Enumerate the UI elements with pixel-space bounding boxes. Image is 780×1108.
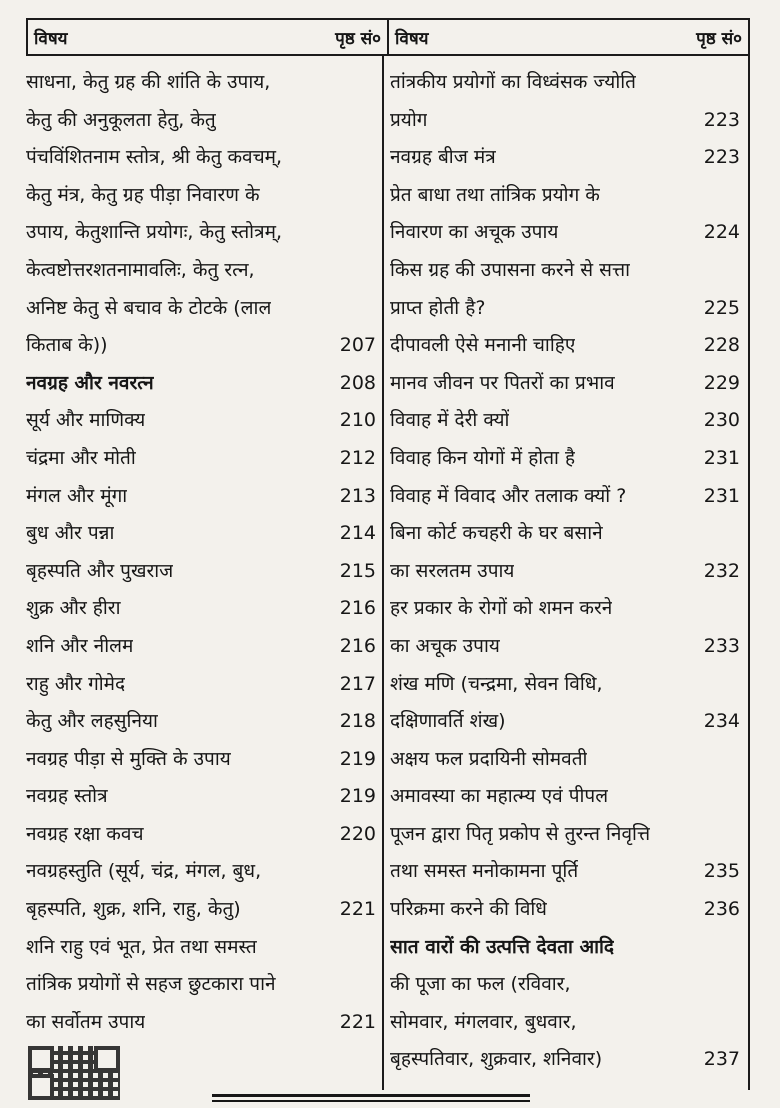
toc-entry-page: 213 [339,484,376,507]
toc-line [26,628,376,666]
toc-entry-page: 217 [339,672,376,695]
toc-entry-page: 224 [703,221,740,244]
toc-line [390,628,740,666]
toc-entry-text: उपाय, केतुशान्ति प्रयोगः, केतु स्तोत्रम्, [26,221,282,244]
toc-entry-text: तांत्रिक प्रयोगों से सहज छुटकारा पाने [26,973,276,996]
toc-entry-text: पूजन द्वारा पितृ प्रकोप से तुरन्त निवृत्ति [390,822,651,845]
toc-entry-text: का सरलतम उपाय [390,559,515,582]
toc-entry-text: सोमवार, मंगलवार, बुधवार, [390,1010,577,1033]
toc-entry-text: प्रेत बाधा तथा तांत्रिक प्रयोग के [390,183,600,206]
toc-entry-text: किस ग्रह की उपासना करने से सत्ता [390,258,630,281]
toc-line [26,816,376,854]
toc-entry-text: निवारण का अचूक उपाय [390,221,559,244]
toc-line [390,102,740,140]
toc-entry-page: 233 [703,634,740,657]
toc-header [26,18,748,56]
toc-entry-page: 235 [703,860,740,883]
toc-entry-page: 210 [339,409,376,432]
toc-line [390,1004,740,1042]
toc-entry-text: बृहस्पतिवार, शुक्रवार, शनिवार) [390,1048,603,1071]
toc-entry-text: बुध और पन्ना [26,522,115,545]
toc-entry-text: का अचूक उपाय [390,634,500,657]
toc-line [26,703,376,741]
toc-line [390,1041,740,1079]
toc-entry-page: 215 [339,559,376,582]
toc-entry-text: केतु और लहसुनिया [26,710,158,733]
toc-entry-text: प्राप्त होती है? [390,296,486,319]
toc-line [26,64,376,102]
toc-entry-page: 219 [339,785,376,808]
toc-line [26,327,376,365]
toc-entry-text: दक्षिणावर्ति शंख) [390,710,506,733]
toc-line [26,290,376,328]
toc-entry-page: 231 [703,446,740,469]
header-left-page: पृष्ठ सं० [335,28,381,49]
header-left [28,20,389,54]
toc-line [26,402,376,440]
toc-entry-page: 208 [339,371,376,394]
toc-entry-page: 219 [339,747,376,770]
toc-line [390,365,740,403]
toc-line [26,440,376,478]
toc-entry-page: 234 [703,710,740,733]
toc-line [390,590,740,628]
toc-line [26,1004,376,1042]
toc-line [26,478,376,516]
toc-entry-text: विवाह किन योगों में होता है [390,446,576,469]
toc-entry-text: नवग्रहस्तुति (सूर्य, चंद्र, मंगल, बुध, [26,860,262,883]
toc-entry-page: 223 [703,108,740,131]
toc-line [26,966,376,1004]
toc-line [390,666,740,704]
toc-entry-text: बृहस्पति और पुखराज [26,559,174,582]
toc-line [26,515,376,553]
toc-line [390,214,740,252]
toc-line [26,177,376,215]
toc-entry-text: अनिष्ट केतु से बचाव के टोटके (लाल [26,296,272,319]
toc-entry-page: 216 [339,634,376,657]
toc-entry-text: नवग्रह पीड़ा से मुक्ति के उपाय [26,747,231,770]
toc-entry-text: शनि और नीलम [26,634,134,657]
toc-line [26,853,376,891]
toc-entry-text: किताब के)) [26,334,108,357]
toc-line [390,553,740,591]
header-left-subject: विषय [34,28,68,49]
toc-line [390,515,740,553]
toc-line [26,553,376,591]
toc-line [390,290,740,328]
footer-rule-thin [212,1100,530,1102]
toc-line [26,252,376,290]
toc-line [390,177,740,215]
toc-entry-text: बिना कोर्ट कचहरी के घर बसाने [390,522,603,545]
toc-entry-page: 218 [339,710,376,733]
toc-entry-text: राहु और गोमेद [26,672,126,695]
toc-entry-page: 216 [339,597,376,620]
toc-entry-page: 230 [703,409,740,432]
toc-line [390,816,740,854]
table-of-contents [26,18,750,1090]
header-right-page: पृष्ठ सं० [696,28,742,49]
right-column [384,56,748,1090]
toc-entry-text: तांत्रकीय प्रयोगों का विध्वंसक ज्योति [390,71,637,93]
toc-entry-text: सात वारों की उत्पत्ति देवता आदि [390,935,615,958]
footer-rule [212,1094,530,1097]
toc-entry-text: विवाह में विवाद और तलाक क्यों ? [390,484,627,507]
toc-entry-text: केतु की अनुकूलता हेतु, केतु [26,108,216,131]
toc-entry-page: 207 [339,334,376,357]
toc-entry-text: नवग्रह स्तोत्र [26,785,108,808]
toc-line [390,929,740,967]
toc-entry-page: 237 [703,1048,740,1071]
toc-line [390,139,740,177]
toc-entry-text: शुक्र और हीरा [26,597,121,620]
toc-entry-page: 221 [339,898,376,921]
toc-entry-text: नवग्रह रक्षा कवच [26,822,144,845]
toc-entry-text: अक्षय फल प्रदायिनी सोमवती [390,747,588,770]
toc-entry-text: का सर्वोतम उपाय [26,1010,146,1033]
toc-line [26,666,376,704]
toc-entry-text: प्रयोग [390,108,428,131]
toc-line [390,778,740,816]
toc-entry-page: 212 [339,446,376,469]
toc-line [26,365,376,403]
toc-entry-text: परिक्रमा करने की विधि [390,898,547,921]
toc-line [390,327,740,365]
toc-line [26,741,376,779]
toc-entry-text: तथा समस्त मनोकामना पूर्ति [390,860,579,883]
toc-line [26,102,376,140]
toc-line [390,853,740,891]
toc-line [390,703,740,741]
toc-line [26,929,376,967]
toc-entry-page: 228 [703,334,740,357]
toc-entry-text: नवग्रह बीज मंत्र [390,146,496,169]
toc-entry-text: मानव जीवन पर पितरों का प्रभाव [390,371,615,394]
toc-line [390,252,740,290]
toc-line [26,214,376,252]
toc-entry-text: विवाह में देरी क्यों [390,409,510,432]
toc-line [390,891,740,929]
toc-entry-page: 236 [703,898,740,921]
toc-entry-page: 231 [703,484,740,507]
toc-body [26,56,748,1090]
toc-entry-text: दीपावली ऐसे मनानी चाहिए [390,334,576,357]
left-column [26,56,384,1090]
toc-entry-text: पंचविंशितनाम स्तोत्र, श्री केतु कवचम्, [26,146,283,169]
toc-line [390,478,740,516]
toc-entry-text: नवग्रह और नवरत्न [26,371,154,394]
toc-entry-page: 232 [703,559,740,582]
toc-entry-text: की पूजा का फल (रविवार, [390,973,571,996]
qr-code-icon [28,1046,120,1100]
toc-line [26,139,376,177]
toc-entry-page: 221 [339,1010,376,1033]
toc-line [390,440,740,478]
toc-entry-page: 225 [703,296,740,319]
toc-line [390,402,740,440]
toc-entry-text: हर प्रकार के रोगों को शमन करने [390,597,613,620]
toc-entry-page: 220 [339,822,376,845]
toc-entry-page: 223 [703,146,740,169]
toc-line [26,778,376,816]
header-right [389,20,748,54]
toc-line [390,741,740,779]
toc-line [390,966,740,1004]
toc-entry-text: बृहस्पति, शुक्र, शनि, राहु, केतु) [26,898,241,921]
toc-entry-text: सूर्य और माणिक्य [26,409,146,432]
toc-line [26,891,376,929]
toc-entry-text: मंगल और मूंगा [26,484,128,507]
toc-line [390,64,740,102]
toc-entry-text: चंद्रमा और मोती [26,446,136,469]
header-right-subject: विषय [395,28,429,49]
toc-entry-page: 214 [339,522,376,545]
toc-entry-text: शनि राहु एवं भूत, प्रेत तथा समस्त [26,935,257,958]
toc-entry-page: 229 [703,371,740,394]
toc-entry-text: अमावस्या का महात्म्य एवं पीपल [390,785,609,808]
toc-entry-text: केतु मंत्र, केतु ग्रह पीड़ा निवारण के [26,183,260,206]
toc-entry-text: केत्वष्टोत्तरशतनामावलिः, केतु रत्न, [26,258,255,281]
toc-line [26,590,376,628]
toc-entry-text: साधना, केतु ग्रह की शांति के उपाय, [26,71,271,93]
toc-entry-text: शंख मणि (चन्द्रमा, सेवन विधि, [390,672,603,695]
